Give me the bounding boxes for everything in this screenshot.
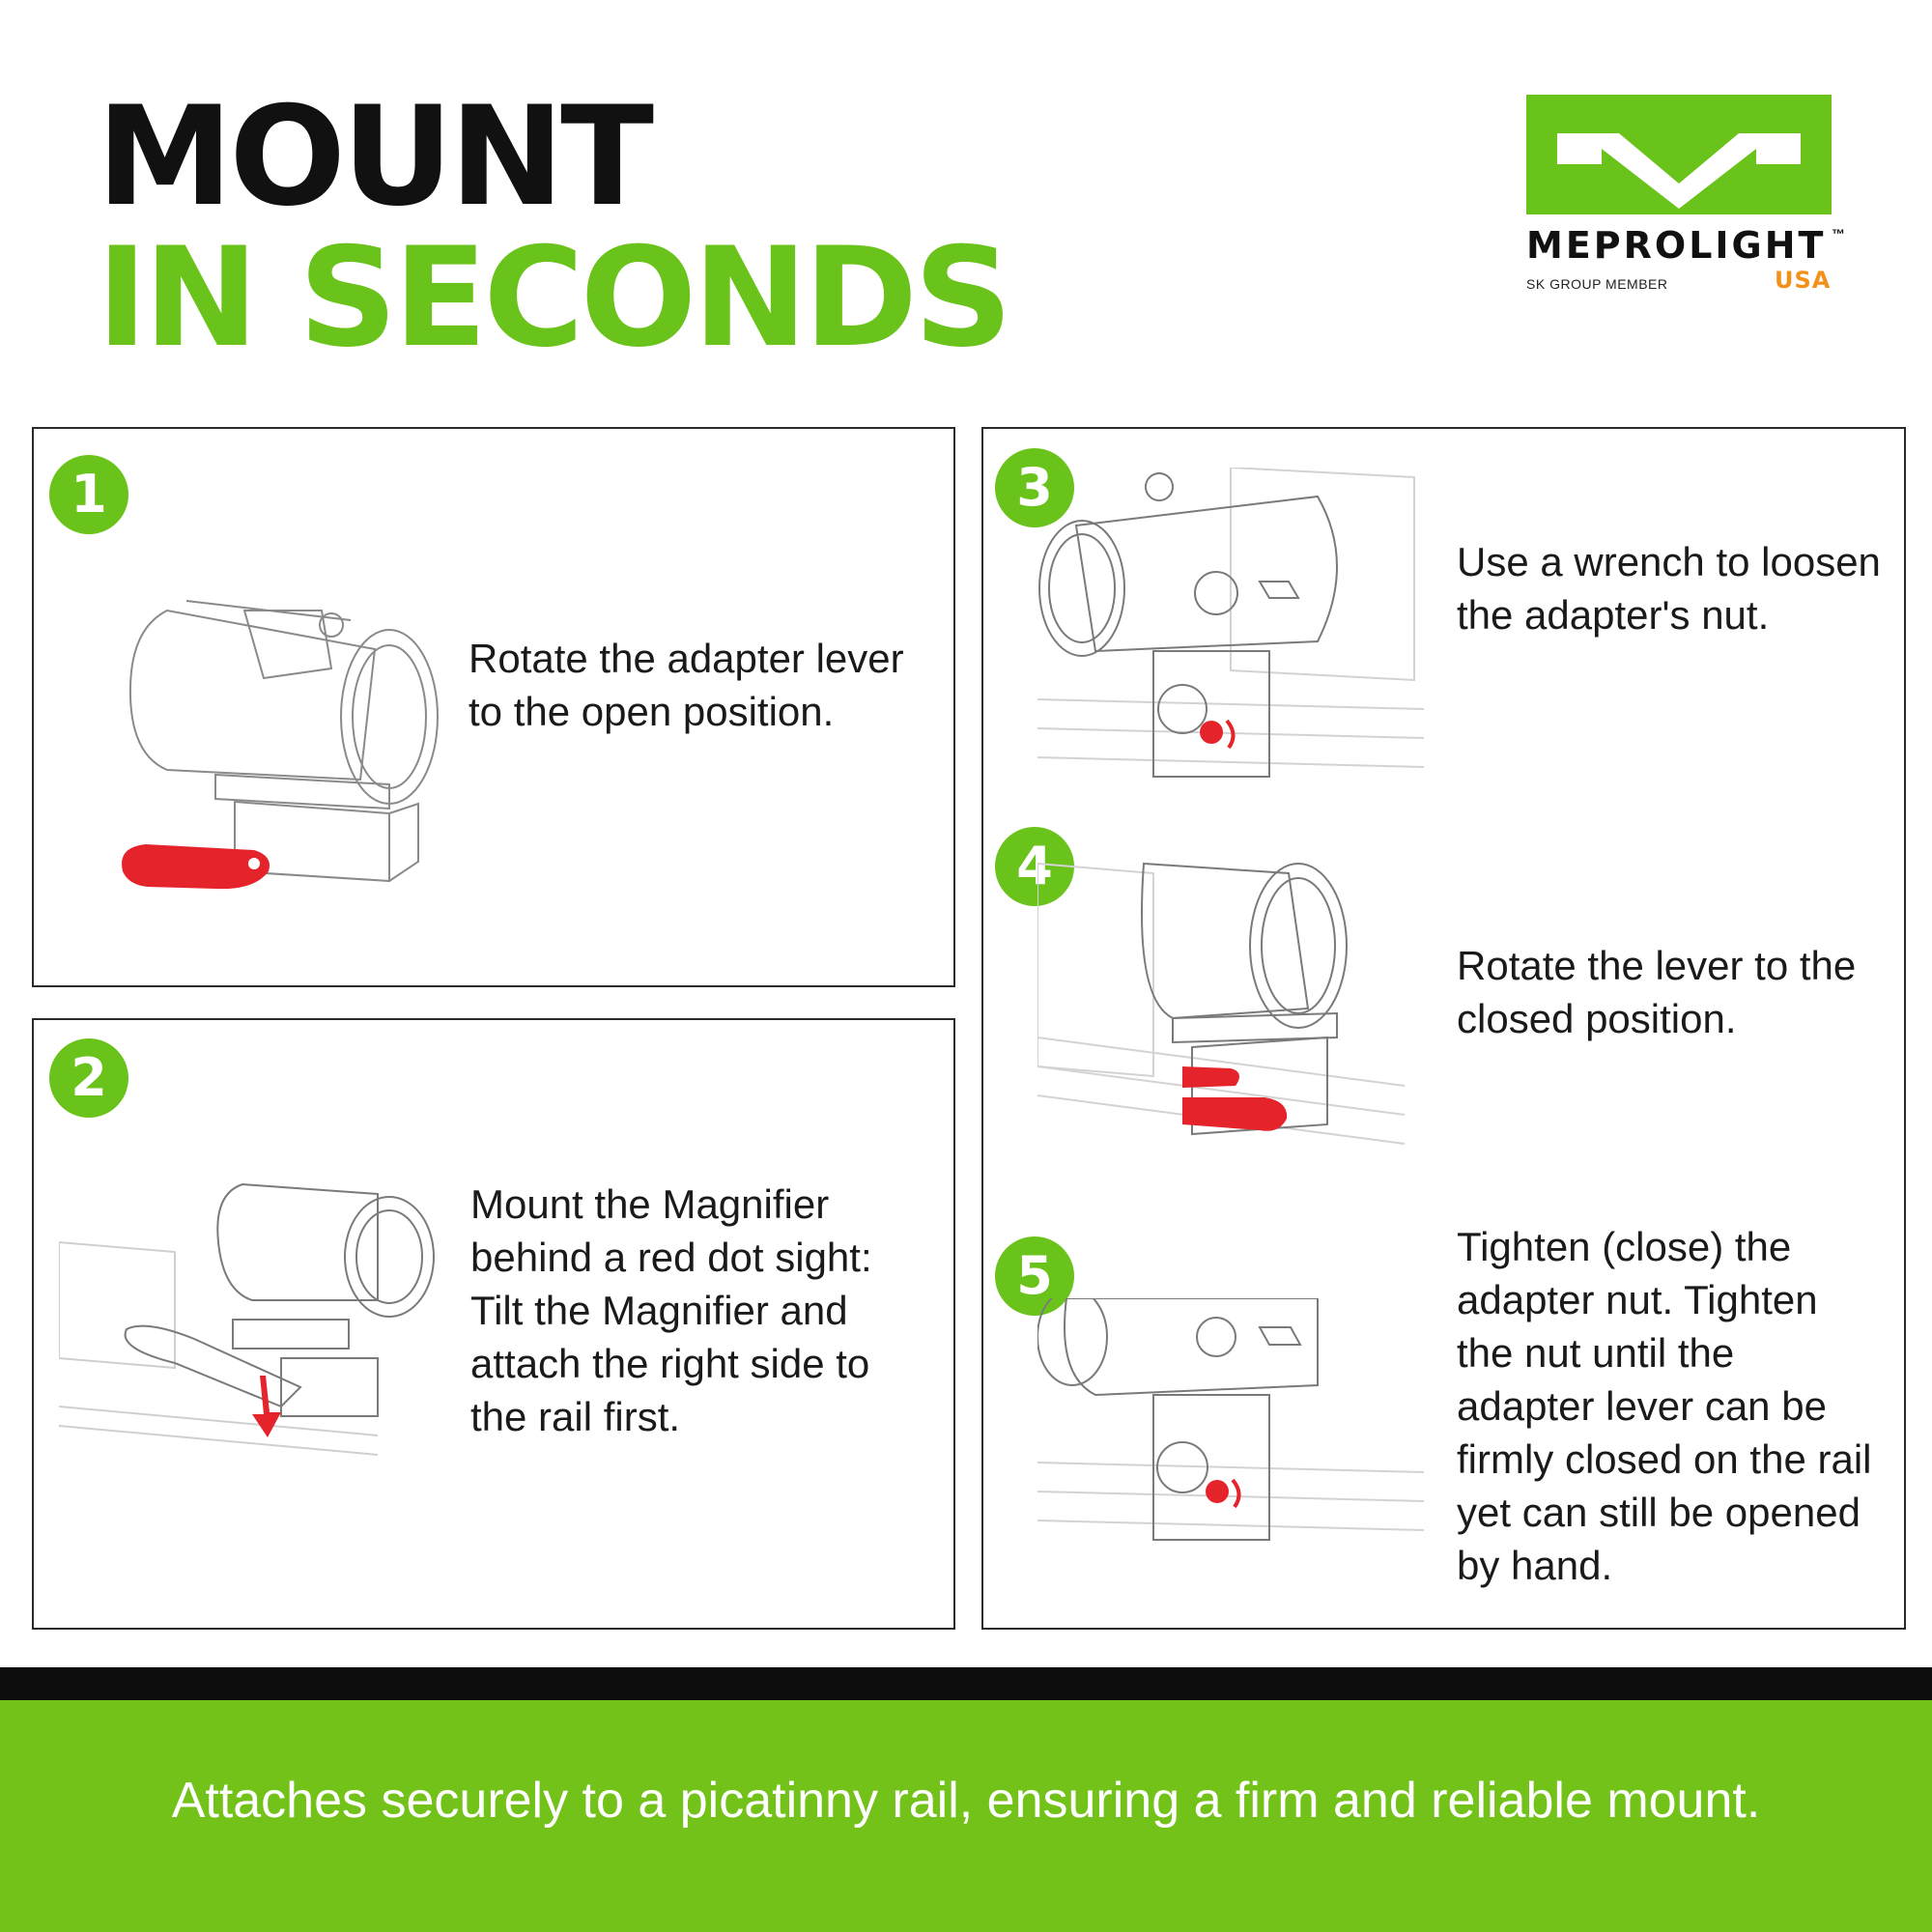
magnifier-tilt-attach-illustration (59, 1155, 445, 1503)
footer-divider-bar (0, 1667, 1932, 1700)
footer-tagline: Attaches securely to a picatinny rail, ensuring a firm and reliable mount. (171, 1773, 1761, 1829)
magnifier-lever-close-illustration (1037, 844, 1424, 1153)
magnifier-nut-tighten-illustration (1037, 1298, 1424, 1569)
step-badge-5: 5 (995, 1236, 1074, 1316)
headline-in-seconds: IN SECONDS (97, 218, 1009, 378)
step-text-5: Tighten (close) the adapter nut. Tighten the nut until the adapter lever can be firmly closed on the rail yet can still be opened by hand. (1457, 1224, 1872, 1588)
step-text-2: Mount the Magnifier behind a red dot sight: Tilt the Magnifier and attach the right side to the rail first. (470, 1181, 872, 1439)
magnifier-lever-open-illustration (99, 572, 486, 900)
meprolight-m-mark-icon (1526, 95, 1832, 214)
step-text-1: Rotate the adapter lever to the open position. (469, 636, 904, 734)
step-text-4: Rotate the lever to the closed position. (1457, 943, 1857, 1041)
step-card-2 (32, 1018, 955, 1630)
magnifier-wrench-loosen-illustration (1037, 468, 1424, 786)
step-badge-3: 3 (995, 448, 1074, 527)
logo-region: USA (1775, 267, 1832, 294)
step-text-3: Use a wrench to loosen the adapter's nut. (1457, 539, 1881, 638)
step-badge-1: 1 (49, 455, 128, 534)
logo-trademark: ™ (1832, 226, 1845, 242)
meprolight-logo (1524, 95, 1853, 298)
step-badge-2: 2 (49, 1038, 128, 1118)
logo-subtitle: SK GROUP MEMBER (1526, 276, 1668, 292)
logo-brand-name: MEPROLIGHT (1526, 224, 1827, 267)
step-card-3-5 (981, 427, 1906, 1630)
step-card-1 (32, 427, 955, 987)
headline-mount: MOUNT (97, 77, 651, 237)
step-badge-4: 4 (995, 827, 1074, 906)
